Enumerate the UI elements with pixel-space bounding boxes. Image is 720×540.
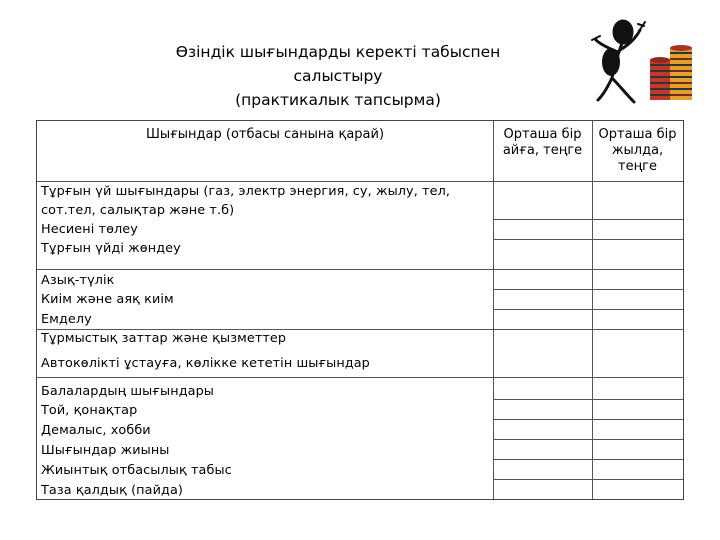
row-divider xyxy=(493,459,683,460)
coin-stack-icon xyxy=(650,45,692,100)
group-divider xyxy=(37,269,683,270)
row-divider xyxy=(493,309,683,310)
table-row: Балалардың шығындары xyxy=(41,384,215,399)
body-shape xyxy=(602,48,620,76)
header-yearly-line: Орташа бір xyxy=(598,127,677,142)
row-divider xyxy=(493,399,683,400)
header-monthly xyxy=(493,127,592,159)
header-monthly-line: айға, теңге xyxy=(502,143,583,158)
title-line-3: (практикалык тапсырма) xyxy=(235,91,441,109)
table-row: Тұрғын үйді жөндеу xyxy=(41,241,181,256)
table-row: Тұрмыстық заттар және қызметтер xyxy=(41,331,287,346)
table-row: Азық-түлік xyxy=(41,273,115,288)
row-divider xyxy=(493,419,683,420)
group-divider xyxy=(37,377,683,378)
table-row: Жиынтық отбасылық табыс xyxy=(41,463,232,478)
row-divider xyxy=(493,479,683,480)
table-row: Той, қонақтар xyxy=(41,403,138,418)
table-row: Автокөлікті ұстауға, көлікке кететін шығындар xyxy=(41,356,370,371)
header-yearly-line: жылда, xyxy=(611,143,664,158)
row-divider xyxy=(493,439,683,440)
row-divider xyxy=(493,239,683,240)
header-monthly-line: Орташа бір xyxy=(503,127,582,142)
row-divider xyxy=(493,219,683,220)
table-row: Несиені төлеу xyxy=(41,222,138,237)
table-row: Тұрғын үй шығындары (газ, электр энергия, су, жылу, тел, xyxy=(41,184,451,199)
table-row: Емделу xyxy=(41,312,92,327)
title-line-2: салыстыру xyxy=(293,67,383,85)
table-row: сот.тел, салықтар және т.б) xyxy=(41,203,235,218)
column-divider xyxy=(493,121,494,499)
row-divider xyxy=(493,289,683,290)
expenses-table xyxy=(36,120,684,500)
table-row: Таза қалдық (пайда) xyxy=(41,483,183,498)
page-title xyxy=(118,40,558,112)
table-row: Шығындар жиыны xyxy=(41,443,170,458)
header-yearly-line: теңге xyxy=(618,159,657,174)
table-row: Демалыс, хобби xyxy=(41,423,151,438)
title-line-1: Өзіндік шығындарды керекті табыспен xyxy=(175,43,501,61)
header-expenses: Шығындар (отбасы санына қарай) xyxy=(145,127,385,142)
header-yearly xyxy=(592,127,683,175)
table-row: Киім және аяқ киім xyxy=(41,292,174,307)
juggler-with-coins-illustration xyxy=(578,10,698,110)
column-divider xyxy=(592,121,593,499)
